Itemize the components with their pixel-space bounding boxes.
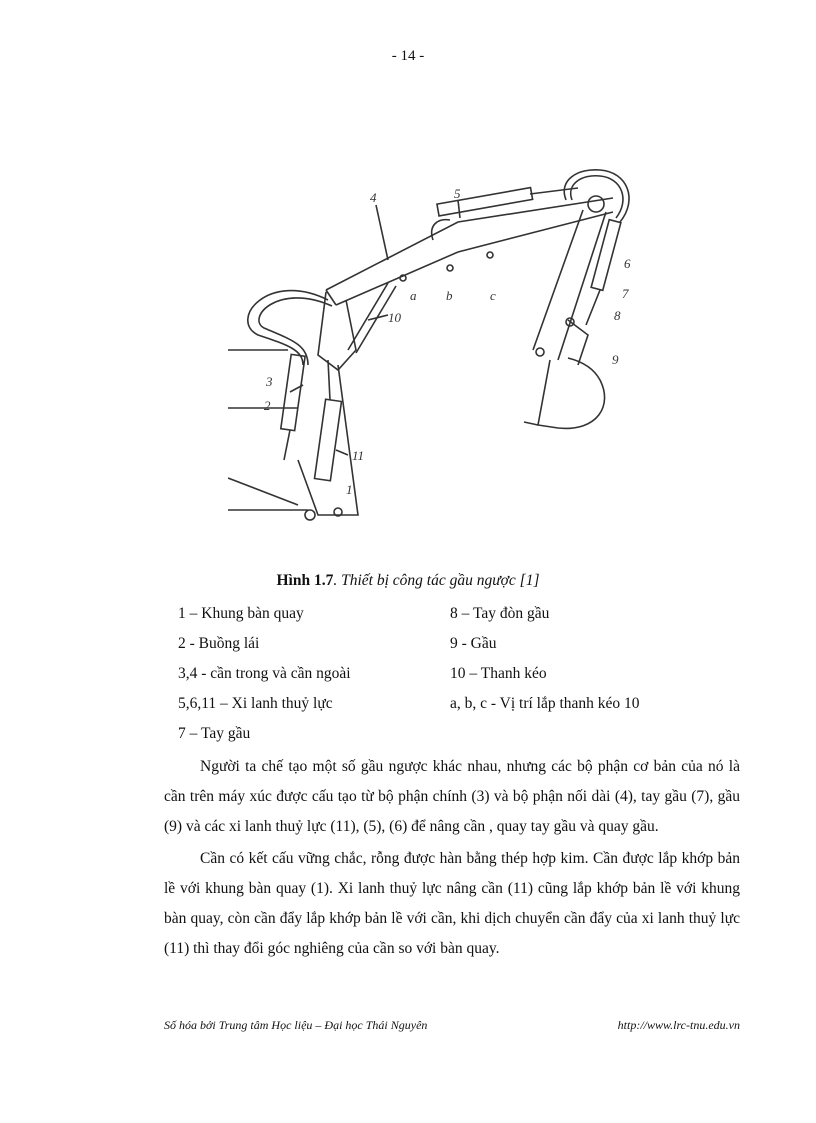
footer-url: http://www.lrc-tnu.edu.vn: [617, 1018, 740, 1032]
label-7: 7: [622, 286, 629, 301]
cylinder-3-rod: [284, 430, 290, 460]
legend-item: a, b, c - Vị trí lắp thanh kéo 10: [450, 695, 640, 712]
linkage-pin: [536, 348, 544, 356]
stick: [558, 212, 606, 360]
legend-item: 2 - Buồng lái: [178, 635, 260, 652]
legend-item: 1 – Khung bàn quay: [178, 605, 304, 622]
paragraph: Người ta chế tạo một số gầu ngược khác nhau, nhưng các bộ phận cơ bản của nó là cần trên máy xúc được cấu tạo từ bộ phận chính (3) và bộ phận nối dài (4), tay gầu (7), gầu (9) và các xi lanh thuỷ lực (11), (5), (6) để nâng cần , quay tay gầu và quay gầu.: [164, 758, 740, 835]
caption-text: . Thiết bị công tác gầu ngược [1]: [333, 572, 540, 589]
page-footer: [164, 1018, 740, 1033]
label-8: 8: [614, 308, 621, 323]
point-b: [447, 265, 453, 271]
leader-line: [376, 205, 388, 260]
footer-source: Số hóa bởi Trung tâm Học liệu – Đại học Thái Nguyên: [164, 1018, 428, 1032]
legend-row: [178, 664, 738, 694]
label-11: 11: [352, 448, 365, 463]
legend-item: 7 – Tay gầu: [178, 725, 251, 742]
label-5: 5: [454, 186, 461, 201]
page-number: - 14 -: [391, 48, 425, 64]
label-c: c: [490, 288, 496, 303]
label-b: b: [446, 288, 453, 303]
bucket: [538, 358, 605, 428]
cylinder-6-rod: [586, 290, 600, 325]
label-10: 10: [388, 310, 401, 325]
legend-row: [178, 634, 738, 664]
leader-line: [458, 200, 460, 218]
boom-upper-edge: [326, 198, 613, 290]
label-3: 3: [266, 374, 273, 389]
label-4: 4: [370, 190, 377, 205]
legend-item: 5,6,11 – Xi lanh thuỷ lực: [178, 695, 333, 712]
boom-lower-edge: [336, 212, 613, 305]
cylinder-11-rod: [328, 360, 330, 400]
label-2: 2: [264, 398, 271, 413]
cylinder-5: [437, 188, 533, 216]
cylinder-11: [315, 399, 342, 480]
bucket-teeth: [524, 422, 538, 425]
legend-row: [178, 694, 738, 724]
label-6: 6: [624, 256, 631, 271]
label-9: 9: [612, 352, 619, 367]
label-a: a: [410, 288, 417, 303]
legend-item: 3,4 - cần trong và cần ngoài: [178, 665, 351, 682]
cylinder-5-mount: [432, 220, 450, 240]
body-text: [164, 752, 740, 964]
caption-title: Hình 1.7: [276, 572, 334, 589]
legend-item: 8 – Tay đòn gầu: [450, 605, 550, 622]
figure-caption: [0, 572, 816, 590]
point-c: [487, 252, 493, 258]
frame-line: [228, 478, 298, 505]
cylinder-6: [591, 220, 621, 291]
legend-item: 10 – Thanh kéo: [450, 665, 547, 682]
backhoe-drawing: [228, 160, 648, 530]
figure-legend: [178, 604, 738, 754]
paragraph: Cần có kết cấu vững chắc, rỗng được hàn bằng thép hợp kim. Cần được lắp khớp bản lề với khung bàn quay (1). Xi lanh thuỷ lực nâng cần (11) cũng lắp khớp bản lề với khung bàn quay, còn cần đẩy lắp khớp bản lề với cần, khi dịch chuyển cần đẩy của xi lanh thuỷ lực (11) thì thay đổi góc nghiêng của cần so với bàn quay.: [164, 850, 740, 957]
legend-row: [178, 604, 738, 634]
leader-line: [336, 450, 348, 455]
legend-item: 9 - Gầu: [450, 635, 497, 652]
frame-pin: [305, 510, 315, 520]
boom-joint: [588, 196, 604, 212]
cylinder-3: [281, 354, 305, 430]
legend-row: [178, 724, 738, 754]
label-1: 1: [346, 482, 353, 497]
boom-left-end: [326, 290, 336, 305]
figure-backhoe-diagram: [228, 160, 648, 530]
hydraulic-hose: [248, 291, 328, 365]
